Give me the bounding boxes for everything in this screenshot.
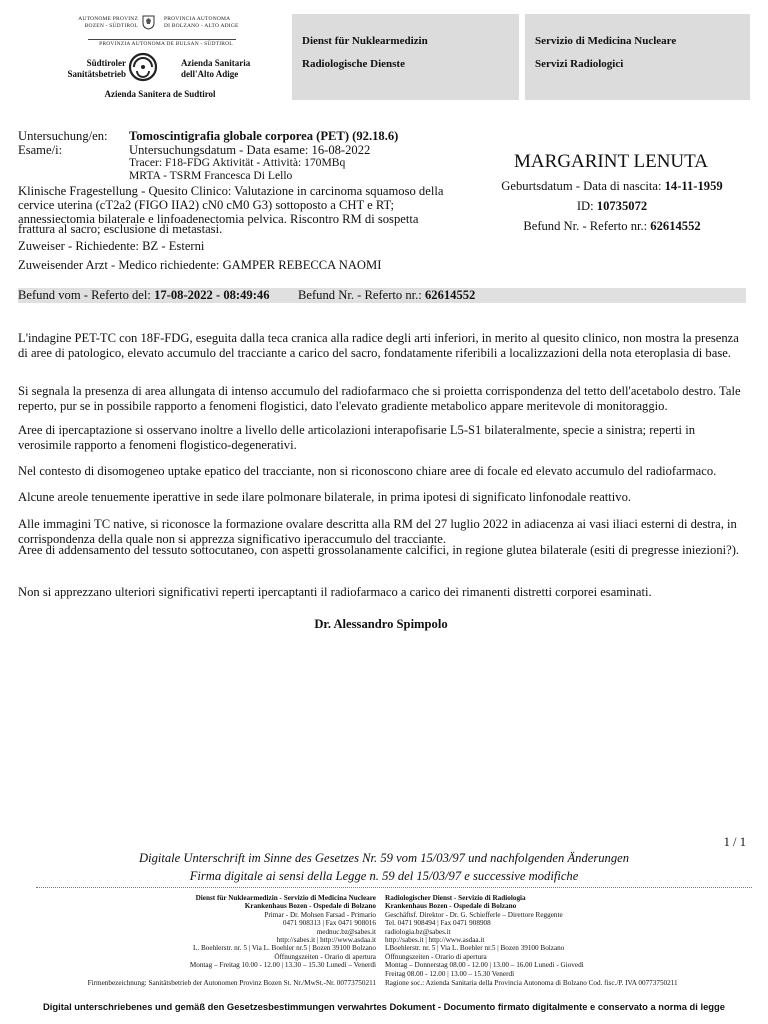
coat-of-arms-icon: [142, 15, 155, 30]
org-name-german: Südtiroler Sanitätsbetrieb: [67, 58, 126, 79]
patient-ref: 62614552: [650, 219, 701, 233]
footer-line: Primar - Dr. Mohsen Farsad - Primario: [264, 910, 376, 919]
health-service-logo-icon: [128, 52, 158, 82]
exam-title: Tomoscintigrafia globale corporea (PET) (92.18.6): [129, 129, 399, 143]
referrer: Zuweiser - Richiedente: BZ - Esterni: [18, 239, 205, 253]
footer-line: radiologia.bz@sabes.it: [385, 927, 451, 936]
clinical-question-line-3: annessiectomia bilaterale e linfoadenectomia pelvica. Riscontro RM di sospetta: [18, 212, 419, 226]
patient-id-label: ID:: [576, 199, 597, 213]
org-name-italian: Azienda Sanitaria dell'Alto Adige: [181, 58, 251, 79]
bottom-legal-notice: Digital unterschriebenes und gemäß den Gesetzesbestimmungen verwahrtes Dokument - Documento firmato digitalmente e conservato a norma di legge: [43, 1001, 725, 1012]
report-paragraph: Alle immagini TC native, si riconosce la formazione ovalare descritta alla RM del 27 luglio 2022 in adiacenza ai vasi iliaci esterni di destra, in corrispondenza della quale non si apprezza significativo iperaccumulo del tracciante.: [18, 517, 737, 546]
department-italian-nuclear: Servizio di Medicina Nucleare: [535, 35, 677, 47]
exam-mrta: MRTA - TSRM Francesca Di Lello: [129, 169, 293, 182]
page-number: 1 / 1: [723, 835, 746, 849]
footer-line: Krankenhaus Bozen - Ospedale di Bolzano: [244, 902, 376, 911]
report-nr-label: Befund Nr. - Referto nr.:: [298, 288, 425, 302]
patient-id-row: [470, 199, 754, 214]
logo-top-right-text: PROVINCIA AUTONOMA DI BOLZANO - ALTO ADIGE: [164, 16, 239, 29]
patient-ref-label: Befund Nr. - Referto nr.:: [523, 219, 651, 233]
footer-dotted-divider: [36, 887, 752, 888]
report-paragraph: Alcune areole tenuemente iperattive in sede ilare polmonare bilaterale, in prima ipotesi di significato linfonodale reattivo.: [18, 490, 632, 504]
report-paragraph: Aree di ipercaptazione si osservano inoltre a livello delle articolazioni interapofisarie L5-S1 bilateralmente, specie a sinistra; reperti in verosimile rapporto a fenomeni flogistico-degenerativi.: [18, 423, 696, 452]
clinical-question-line-1: Klinische Fragestellung - Quesito Clinico: Valutazione in carcinoma squamoso della: [18, 184, 444, 198]
footer-line: Montag – Freitag 10.00 - 12.00 | 13.30 – 15.30 Lunedì – Venerdì: [189, 961, 376, 970]
department-german-nuclear: Dienst für Nuklearmedizin: [302, 35, 428, 47]
report-date-label: Befund vom - Referto del:: [18, 288, 155, 302]
exam-date: Untersuchungsdatum - Data esame: 16-08-2022: [129, 143, 371, 157]
org-name-ladin: Azienda Sanitera de Sudtirol: [104, 89, 216, 99]
report-nr: 62614552: [424, 288, 476, 302]
footer-line: http://sabes.it | http://www.asdaa.it: [385, 936, 485, 945]
footer-line: mednuc.bz@sabes.it: [316, 927, 376, 936]
department-german-radiology: Radiologische Dienste: [302, 58, 405, 70]
patient-ref-row: [470, 219, 754, 234]
footer-line: Geschäftsf. Direktor - Dr. G. Schiefferle – Direttore Reggente: [385, 910, 563, 919]
digital-signature-german: Digitale Unterschrift im Sinne des Gesetzes Nr. 59 vom 15/03/97 und nachfolgenden Änderungen: [138, 851, 630, 865]
footer-line: 0471 908313 | Fax 0471 908016: [282, 919, 376, 928]
department-box-german: [292, 14, 519, 100]
patient-dob-label: Geburtsdatum - Data di nascita:: [501, 179, 665, 193]
report-paragraph: Si segnala la presenza di area allungata di intenso accumulo del radiofarmaco che si proietta corrispondenza del tetto dell'acetabolo destro. Tale reperto, pur se in possibile rapporto a fenomeni flogistici, dato l'elevato gradiente metabolico appare meritevole di monitoraggio.: [18, 384, 741, 413]
footer-line: Krankenhaus Bozen - Ospedale di Bolzano: [385, 902, 517, 911]
footer-line: Radiologischer Dienst - Servizio di Radiologia: [385, 894, 526, 902]
report-date-row: [18, 288, 270, 303]
patient-id: 10735072: [596, 199, 648, 213]
report-paragraph: Nel contesto di disomogeneo uptake epatico del tracciante, non si riconoscono chiare aree di focale ed elevato accumulo del radiofarmaco.: [18, 464, 717, 478]
report-paragraph: Non si apprezzano ulteriori significativi reperti ipercaptanti il radiofarmaco a carico dei rimanenti distretti corporei esaminati.: [18, 585, 652, 599]
digital-signature-italian: Firma digitale ai sensi della Legge n. 59 del 15/03/97 e successive modifiche: [189, 869, 579, 883]
footer-nuclear-medicine: [150, 894, 376, 970]
footer-line: Montag – Donnerstag 08.00 - 12.00 | 13.00 – 16.00 Lunedì - Giovedì: [385, 961, 584, 970]
footer-line: L. Boehlerstr. nr. 5 | Via L. Boehler nr.5 | Bozen 39100 Bolzano: [193, 944, 376, 953]
exam-label-de: Untersuchung/en:: [18, 129, 108, 143]
department-italian-radiology: Servizi Radiologici: [535, 58, 624, 70]
footer-radiology: [385, 894, 705, 978]
footer-company-italian: Ragione soc.: Azienda Sanitaria della Provincia Autonoma di Bolzano Cod. fisc./P. IVA 00773750211: [385, 979, 678, 987]
signing-doctor: Dr. Alessandro Spimpolo: [314, 617, 448, 631]
logo-sub-text: PROVINZIA AUTONOMA DE BULSAN - SÜDTIROL: [99, 41, 233, 47]
patient-name: MARGARINT LENUTA: [514, 151, 708, 172]
patient-dob: 14-11-1959: [664, 179, 723, 193]
footer-line: http://sabes.it | http://www.asdaa.it: [276, 936, 376, 945]
footer-line: Öffnungszeiten - Orario di apertura: [274, 952, 376, 961]
report-nr-row: [298, 288, 475, 303]
footer-company-german: Firmenbezeichnung: Sanitätsbetrieb der Autonomen Provinz Bozen St. Nr./MwSt.-Nr. 00773750211: [87, 979, 376, 987]
patient-dob-row: [470, 179, 754, 194]
exam-label-it: Esame/i:: [18, 143, 63, 157]
report-paragraph: Aree di addensamento del tessuto sottocutaneo, con aspetti grossolanamente calcifici, in regione glutea bilaterale (esiti di pregresse iniezioni?).: [18, 543, 740, 557]
referring-doctor: Zuweisender Arzt - Medico richiedente: GAMPER REBECCA NAOMI: [18, 258, 382, 272]
footer-line: Dienst für Nuklearmedizin - Servizio di Medicina Nucleare: [195, 894, 376, 902]
report-date: 17-08-2022 - 08:49:46: [154, 288, 270, 302]
logo-divider: [88, 39, 236, 40]
clinical-question-line-2: cervice uterina (cT2a2 (FIGO IIA2) cN0 cM0 G3) sottoposto a CHT e RT;: [18, 198, 395, 212]
exam-tracer: Tracer: F18-FDG Aktivität - Attività: 170MBq: [129, 156, 346, 169]
footer-line: LBoehlerstr. nr. 5 | Via L. Boehler nr.5 | Bozen 39100 Bolzano: [385, 944, 565, 953]
footer-line: Tel. 0471 908494 | Fax 0471 908908: [385, 919, 491, 928]
header-logo-block: [40, 12, 280, 102]
logo-top-left-text: AUTONOME PROVINZ BOZEN - SÜDTIROL: [78, 16, 138, 29]
report-paragraph: L'indagine PET-TC con 18F-FDG, eseguita dalla teca cranica alla radice degli arti inferiori, in merito al quesito clinico, non mostra la presenza di aree di patologico, elevato accumulo del tracciante a carico del sacro, fondatamente riferibili a localizzazioni della nota eteroplasia di base.: [18, 331, 739, 360]
footer-line: Öffnungszeiten - Orario di apertura: [385, 952, 487, 961]
footer-line: Freitag 08.00 - 12.00 | 13.00 – 15.30 Venerdì: [385, 969, 515, 978]
department-box-italian: [525, 14, 750, 100]
clinical-question-line-4: frattura al sacro; esclusione di metastasi.: [18, 222, 223, 236]
